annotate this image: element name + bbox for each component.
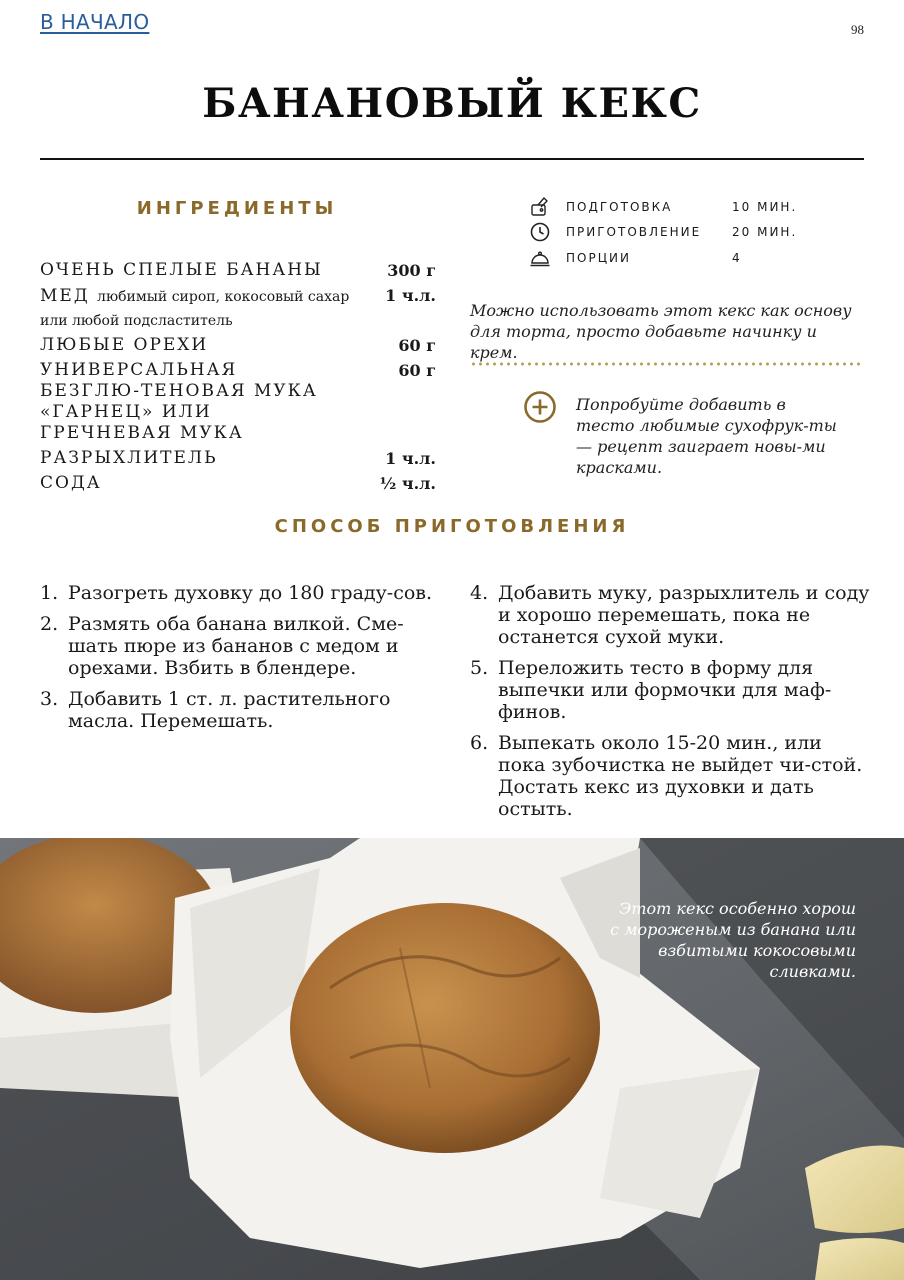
dotted-divider: [470, 362, 864, 366]
info-value: 20 МИН.: [732, 225, 798, 240]
ingredient-name: УНИВЕРСАЛЬНАЯ БЕЗГЛЮ-ТЕНОВАЯ МУКА «ГАРНЕЦ» ИЛИ ГРЕЧНЕВАЯ МУКА: [40, 360, 318, 443]
ingredient-qty: 60 г: [398, 361, 436, 380]
plus-circle-icon: [523, 390, 557, 424]
ingredient-name: РАЗРЫХЛИТЕЛЬ: [40, 448, 218, 468]
ingredient-note: любимый сироп, кокосовый сахар или любой подсластитель: [40, 289, 350, 329]
info-value: 4: [732, 250, 742, 265]
ingredient-qty: 1 ч.л.: [385, 449, 436, 468]
recipe-info: [528, 194, 828, 271]
info-row-servings: [528, 245, 828, 271]
ingredient-name: ОЧЕНЬ СПЕЛЫЕ БАНАНЫ: [40, 260, 323, 280]
info-label: ПРИГОТОВЛЕНИЕ: [566, 225, 702, 240]
page-number: 98: [851, 22, 864, 37]
step-text: Размять оба банана вилкой. Сме-шать пюре из бананов с медом и орехами. Взбить в блендере.: [68, 613, 404, 679]
step-item: [40, 613, 440, 679]
ingredient-row: [40, 335, 436, 356]
step-item: [470, 582, 870, 648]
step-text: Добавить муку, разрыхлитель и соду и хорошо перемешать, пока не останется сухой муки.: [498, 582, 870, 648]
recipe-title: БАНАНОВЫЙ КЕКС: [202, 80, 702, 127]
info-label: ПОРЦИИ: [566, 250, 631, 265]
method-heading: СПОСОБ ПРИГОТОВЛЕНИЯ: [274, 516, 630, 537]
ingredient-qty: ½ ч.л.: [379, 474, 436, 493]
tip-text: Попробуйте добавить в тесто любимые сухофрук-ты — рецепт заиграет новы-ми красками.: [576, 395, 837, 477]
ingredient-qty: 1 ч.л.: [385, 286, 436, 305]
ingredient-name: [40, 285, 350, 333]
cutting-board-icon: [528, 196, 552, 218]
title-divider: [40, 158, 864, 160]
step-number: 4.: [470, 582, 489, 604]
ingredient-row: [40, 285, 436, 333]
ingredient-row: [40, 260, 436, 281]
ingredient-name: ЛЮБЫЕ ОРЕХИ: [40, 335, 209, 355]
ingredient-row: [40, 473, 436, 494]
ingredients-list: [40, 260, 436, 494]
step-number: 3.: [40, 688, 59, 710]
step-item: [470, 732, 870, 820]
step-item: [470, 657, 870, 723]
step-text: Выпекать около 15-20 мин., или пока зубочистка не выйдет чи-стой. Достать кекс из духовки и дать остыть.: [498, 732, 863, 820]
info-value: 10 МИН.: [732, 199, 798, 214]
step-number: 1.: [40, 582, 59, 604]
ingredient-qty: 300 г: [387, 261, 436, 280]
ingredient-name: СОДА: [40, 473, 102, 493]
back-to-start-link[interactable]: В НАЧАЛО: [40, 10, 150, 34]
ingredient-qty: 60 г: [398, 336, 436, 355]
ingredient-row: [40, 360, 436, 444]
ingredient-name-text: МЕД: [40, 286, 90, 306]
ingredients-heading: ИНГРЕДИЕНТЫ: [136, 198, 338, 219]
steps-column-left: [40, 582, 440, 741]
info-label: ПОДГОТОВКА: [566, 199, 673, 214]
info-row-cooking: [528, 220, 828, 246]
step-number: 6.: [470, 732, 489, 754]
step-number: 5.: [470, 657, 489, 679]
clock-icon: [528, 221, 552, 243]
info-row-prep: [528, 194, 828, 220]
cloche-icon: [528, 247, 552, 269]
step-item: [40, 688, 440, 732]
usage-note: Можно использовать этот кекс как основу для торта, просто добавьте начинку и крем.: [470, 301, 852, 362]
step-text: Добавить 1 ст. л. растительного масла. Перемешать.: [68, 688, 391, 732]
step-item: [40, 582, 440, 604]
ingredient-row: [40, 448, 436, 469]
photo-caption: Этот кекс особенно хорош с мороженым из банана или взбитыми кокосовыми сливками.: [610, 899, 856, 981]
step-text: Разогреть духовку до 180 граду-сов.: [68, 582, 433, 604]
step-text: Переложить тесто в форму для выпечки или формочки для маф-финов.: [498, 657, 832, 723]
step-number: 2.: [40, 613, 59, 635]
steps-column-right: [470, 582, 870, 829]
